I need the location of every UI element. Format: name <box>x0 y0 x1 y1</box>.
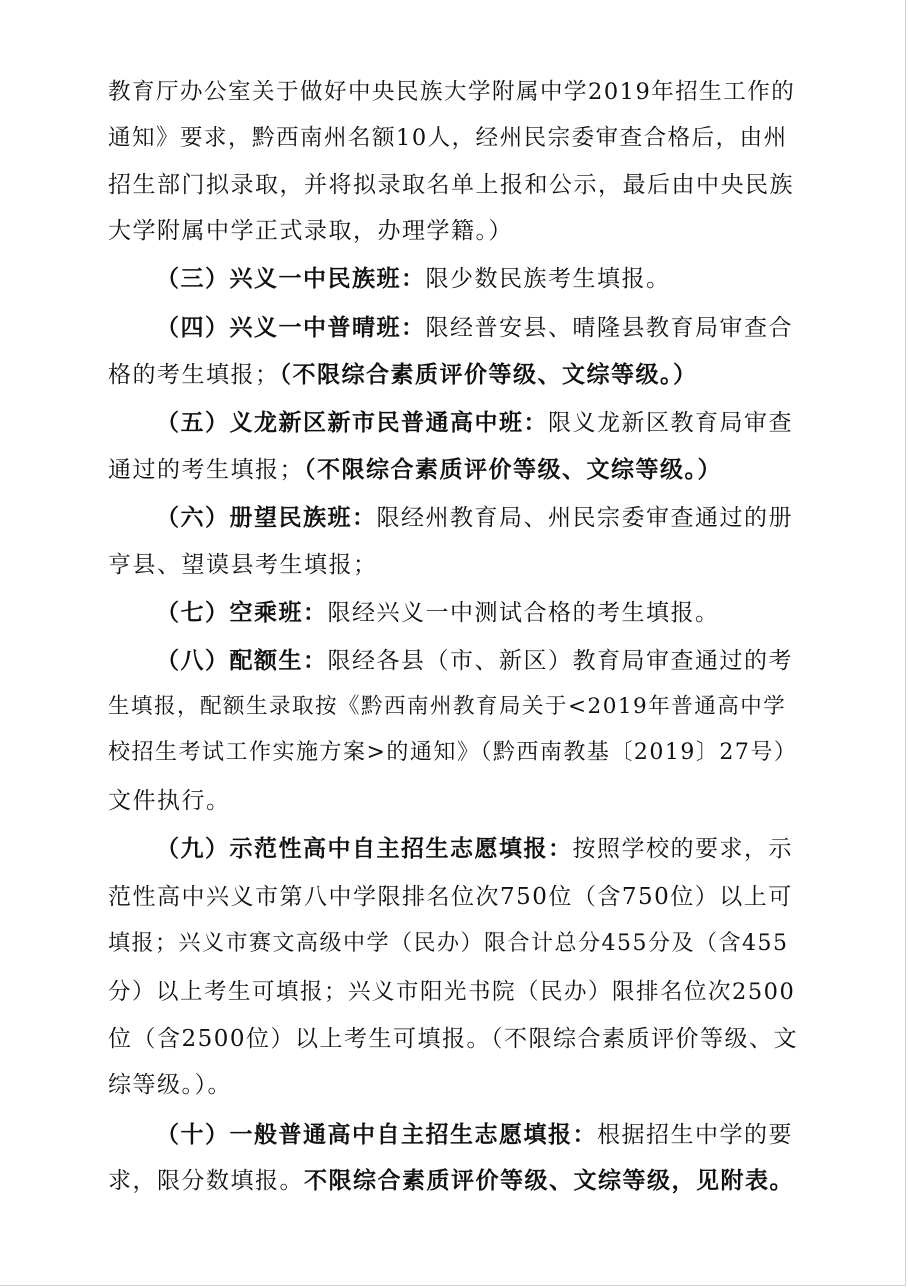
section-heading: （三）兴义一中民族班： <box>156 265 426 292</box>
text-line <box>108 216 513 246</box>
text-run: 综等级。）。 <box>108 1072 232 1098</box>
text-run: 大学附属中学正式录取，办理学籍。） <box>108 218 513 244</box>
text-line <box>156 503 793 533</box>
text-run: 生填报，配额生录取按《黔西南州教育局关于<2019年普通高中学 <box>108 694 787 719</box>
text-run: 校招生考试工作实施方案>的通知》（黔西南教基〔2019〕27号） <box>108 740 798 765</box>
text-line <box>108 786 231 816</box>
section-heading: （四）兴义一中普晴班： <box>156 314 426 341</box>
text-run: 限义龙新区教育局审查 <box>548 410 793 436</box>
text-run: 文件执行。 <box>108 788 231 814</box>
text-run: 位（含2500位）以上考生可填报。（不限综合素质评价等级、文 <box>108 1026 799 1052</box>
text-line <box>108 929 788 959</box>
section-heading: （九）示范性高中自主招生志愿填报： <box>156 835 573 862</box>
text-run: 通知》要求，黔西南州名额10人，经州民宗委审查合格后，由州 <box>108 125 788 151</box>
text-line <box>156 598 720 628</box>
emphasis-run: （不限综合素质评价等级、文综等级。） <box>304 456 722 483</box>
text-run: 格的考生填报； <box>108 362 280 388</box>
text-line <box>108 550 378 580</box>
text-line <box>108 977 795 1007</box>
text-line <box>108 360 698 390</box>
section-heading: （七）空乘班： <box>156 599 328 626</box>
text-line <box>108 170 794 200</box>
text-line <box>108 738 797 768</box>
text-line <box>156 646 793 676</box>
text-line <box>156 408 793 438</box>
emphasis-run: （不限综合素质评价等级、文综等级。） <box>279 361 698 388</box>
text-line <box>108 1166 794 1196</box>
text-line <box>108 77 795 107</box>
text-run: 限经州教育局、州民宗委审查通过的册 <box>376 505 793 531</box>
text-line <box>156 1120 793 1150</box>
text-run: 求，限分数填报。 <box>108 1168 304 1194</box>
text-run: 招生部门拟录取，并将拟录取名单上报和公示，最后由中央民族 <box>108 172 794 198</box>
text-run: 分）以上考生可填报；兴义市阳光书院（民办）限排名位次2500 <box>108 979 796 1005</box>
text-run: 限经各县（市、新区）教育局审查通过的考 <box>327 648 793 674</box>
text-line <box>108 123 788 153</box>
text-run: 按照学校的要求，示 <box>572 836 793 862</box>
text-run: 范性高中兴义市第八中学限排名位次750位（含750位）以上可 <box>108 884 793 910</box>
text-line <box>108 882 793 912</box>
text-run: 教育厅办公室关于做好中央民族大学附属中学2019年招生工作的 <box>108 79 796 105</box>
text-line <box>156 264 671 294</box>
text-line <box>108 1024 798 1054</box>
text-line <box>108 1070 232 1100</box>
section-heading: （八）配额生： <box>156 647 328 674</box>
text-run: 根据招生中学的要 <box>597 1122 793 1148</box>
text-run: 限经普安县、晴隆县教育局审查合 <box>425 315 793 341</box>
text-line <box>108 455 722 485</box>
text-line <box>156 313 793 343</box>
text-line <box>108 692 786 722</box>
emphasis-run: 不限综合素质评价等级、文综等级，见附表。 <box>304 1167 794 1194</box>
text-run: 限少数民族考生填报。 <box>425 266 671 292</box>
text-run: 通过的考生填报； <box>108 457 304 483</box>
text-run: 限经兴义一中测试合格的考生填报。 <box>327 600 720 626</box>
section-heading: （十）一般普通高中自主招生志愿填报： <box>156 1121 597 1148</box>
section-heading: （六）册望民族班： <box>156 504 377 531</box>
text-run: 填报；兴义市赛文高级中学（民办）限合计总分455分及（含455 <box>108 931 789 956</box>
text-run: 亨县、望谟县考生填报； <box>108 552 378 578</box>
text-line <box>156 834 793 864</box>
section-heading: （五）义龙新区新市民普通高中班： <box>156 409 548 436</box>
